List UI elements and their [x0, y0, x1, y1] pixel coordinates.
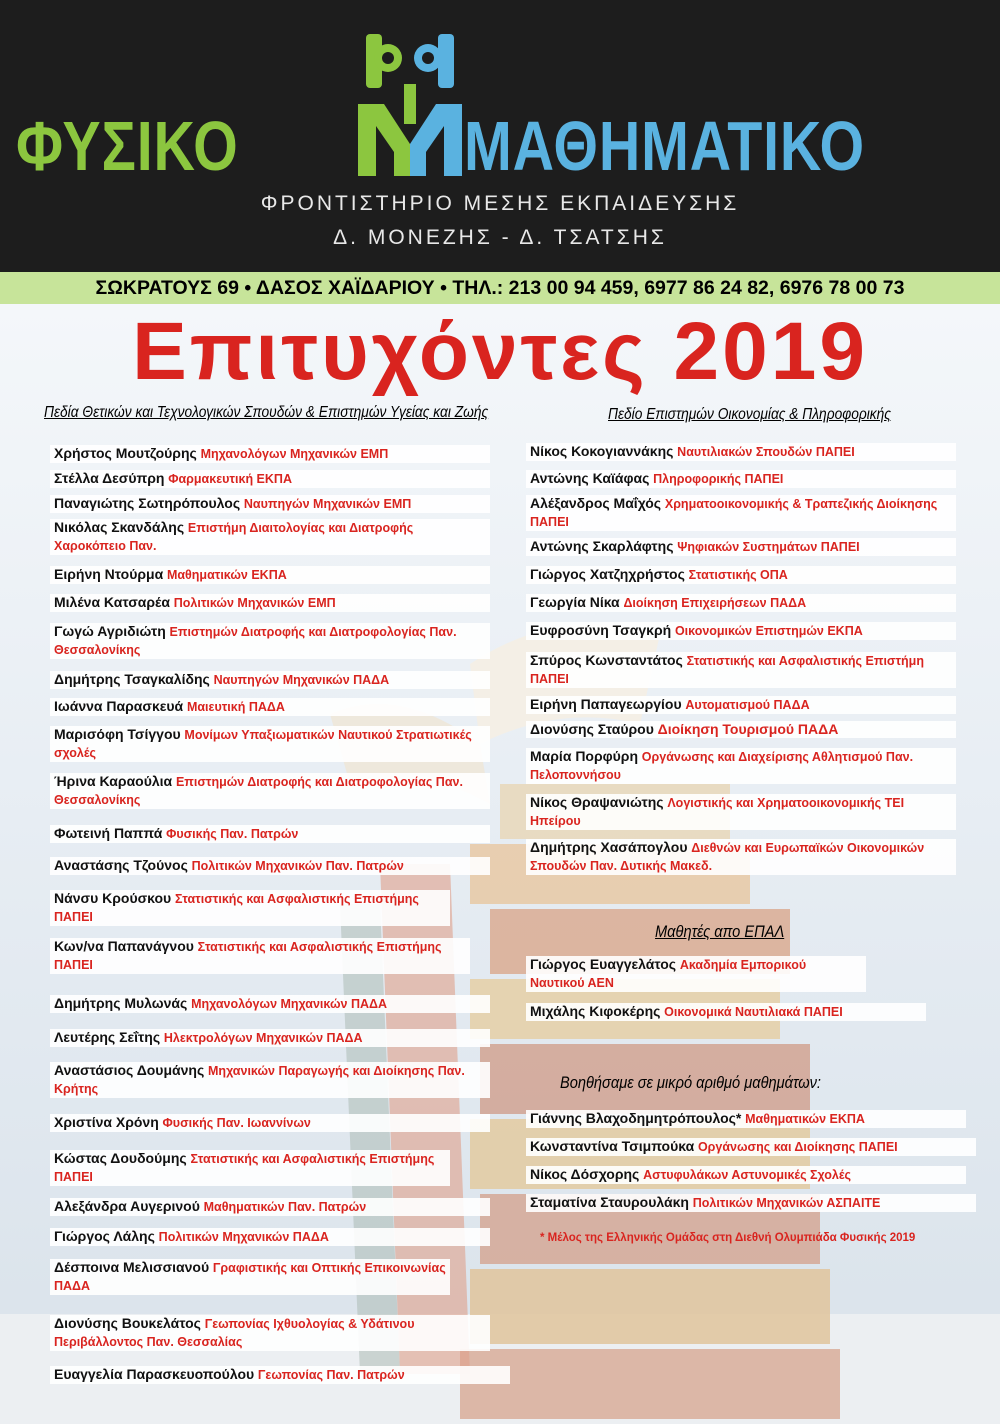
student-name: Παναγιώτης Σωτηρόπουλος [54, 495, 241, 511]
student-name: Φωτεινή Παππά [54, 825, 163, 841]
student-name: Διονύσης Βουκελάτος [54, 1315, 201, 1331]
logo-icon [354, 34, 466, 176]
list-item [526, 1110, 966, 1128]
school-name: Πολιτικών Μηχανικών ΕΜΠ [173, 596, 336, 610]
student-name: Ήρινα Καραούλια [54, 773, 173, 789]
school-name: Ακαδημία Εμπορικού Ναυτικού ΑΕΝ [530, 958, 807, 990]
school-name: Χρηματοοικονομικής & Τραπεζικής Διοίκησης ΠΑΠΕΙ [530, 497, 938, 529]
school-name: Αυτοματισμού ΠΑΔΑ [685, 698, 810, 712]
student-name: Κώστας Δουδούμης [54, 1150, 187, 1166]
list-item [526, 1138, 976, 1156]
school-name: Αστυφυλάκων Αστυνομικές Σχολές [643, 1168, 852, 1182]
list-item [526, 839, 956, 875]
school-name: Ναυπηγών Μηχανικών ΠΑΔΑ [213, 673, 390, 687]
school-name: Οργάνωσης και Διαχείρισης Αθλητισμού Παν. Πελοποννήσου [530, 750, 914, 782]
school-name: Ψηφιακών Συστημάτων ΠΑΠΕΙ [677, 540, 860, 554]
school-name: Οργάνωσης και Διοίκησης ΠΑΠΕΙ [697, 1140, 898, 1154]
address-bar: ΣΩΚΡΑΤΟΥΣ 69 • ΔΑΣΟΣ ΧΑΪΔΑΡΙΟΥ • ΤΗΛ.: 213 00 94 459, 6977 86 24 82, 6976 78 00 73 [0, 272, 1000, 304]
list-item [526, 443, 956, 461]
school-name: Μηχανολόγων Μηχανικών ΠΑΔΑ [191, 997, 388, 1011]
list-item [50, 1114, 490, 1132]
student-name: Μαρία Πορφύρη [530, 748, 639, 764]
page-title: Επιτυχόντες 2019 [132, 306, 868, 397]
school-name: Στατιστικής και Ασφαλιστικής Επιστήμης ΠΑΠΕΙ [54, 1152, 435, 1184]
list-item [50, 566, 490, 584]
student-name: Αντώνης Καϊάφας [530, 470, 650, 486]
list-item [50, 773, 490, 809]
school-name: Πληροφορικής ΠΑΠΕΙ [653, 472, 784, 486]
list-item [50, 445, 490, 463]
list-item [50, 1150, 450, 1186]
student-name: Δημήτρης Μυλωνάς [54, 995, 188, 1011]
student-name: Αλέξανδρος Μαΐχός [530, 495, 662, 511]
brand-name-left: ΦΥΣΙΚΟ [16, 107, 239, 185]
student-name: Νικόλας Σκανδάλης [54, 519, 185, 535]
list-item [50, 857, 490, 875]
header-subtitle: ΦΡΟΝΤΙΣΤΗΡΙΟ ΜΕΣΗΣ ΕΚΠΑΙΔΕΥΣΗΣ [260, 192, 740, 215]
school-name: Μηχανολόγων Μηχανικών ΕΜΠ [200, 447, 389, 461]
header-banner [0, 0, 1000, 272]
student-name: Γεωργία Νίκα [530, 594, 620, 610]
student-name: Κωνσταντίνα Τσιμπούκα [530, 1138, 695, 1154]
student-name: Ειρήνη Ντούρμα [54, 566, 164, 582]
list-item [50, 1228, 490, 1246]
student-name: Αλεξάνδρα Αυγερινού [54, 1198, 200, 1214]
list-item [526, 622, 956, 640]
list-item [50, 938, 470, 974]
list-item [526, 1194, 976, 1212]
list-item [50, 1259, 450, 1295]
student-name: Νάνσυ Κρούσκου [54, 890, 172, 906]
student-name: Ειρήνη Παπαγεωργίου [530, 696, 682, 712]
school-name: Ηλεκτρολόγων Μηχανικών ΠΑΔΑ [163, 1031, 363, 1045]
epal-heading: Μαθητές απο ΕΠΑΛ [655, 922, 785, 941]
school-name: Επιστημών Διατροφής και Διατροφολογίας Παν. Θεσσαλονίκης [54, 625, 457, 657]
student-name: Γιώργος Λάλης [54, 1228, 155, 1244]
school-name: Γεωπονίας Ιχθυολογίας & Υδάτινου Περιβάλλοντος Παν. Θεσσαλίας [54, 1317, 415, 1349]
student-name: Γωγώ Αγριδιώτη [54, 623, 166, 639]
school-name: Φυσικής Παν. Πατρών [166, 827, 299, 841]
school-name: Στατιστικής ΟΠΑ [688, 568, 788, 582]
school-name: Μηχανικών Παραγωγής και Διοίκησης Παν. Κρήτης [54, 1064, 465, 1096]
list-item [50, 623, 490, 659]
school-name: Στατιστικής και Ασφαλιστικής Επιστήμης ΠΑΠΕΙ [54, 892, 419, 924]
left-column-heading: Πεδία Θετικών και Τεχνολογικών Σπουδών & Επιστημών Υγείας και Ζωής [44, 404, 489, 421]
list-item [50, 726, 490, 762]
student-name: Στέλλα Δεσύπρη [54, 470, 165, 486]
brand-name-right: ΜΑΘΗΜΑΤΙΚΟ [464, 107, 866, 185]
list-item [50, 470, 490, 488]
school-name: Διοίκηση Επιχειρήσεων ΠΑΔΑ [623, 596, 807, 610]
list-item [50, 698, 490, 716]
student-name: Δέσποινα Μελισσιανού [54, 1259, 210, 1275]
list-item [50, 594, 490, 612]
student-name: Μαρισόφη Τσίγγου [54, 726, 181, 742]
list-item [526, 696, 956, 714]
student-name: Γιώργος Ευαγγελάτος [530, 956, 677, 972]
list-item [526, 470, 956, 488]
list-item [50, 995, 490, 1013]
list-item [50, 1366, 510, 1384]
list-item [50, 519, 490, 555]
right-column-heading: Πεδίο Επιστημών Οικονομίας & Πληροφορικής [608, 406, 892, 423]
student-name: Αναστάσης Τζούνος [54, 857, 188, 873]
school-name: Στατιστικής και Ασφαλιστικής Επιστήμης ΠΑΠΕΙ [54, 940, 442, 972]
student-name: Γιώργος Χατζηχρήστος [530, 566, 685, 582]
student-name: Μιχάλης Κιφοκέρης [530, 1003, 661, 1019]
student-name: Ευαγγελία Παρασκευοπούλου [54, 1366, 255, 1382]
student-name: Ιωάννα Παρασκευά [54, 698, 184, 714]
list-item [50, 890, 450, 926]
list-item [50, 1198, 490, 1216]
list-item [526, 1166, 966, 1184]
student-name: Αναστάσιος Δουμάνης [54, 1062, 205, 1078]
student-name: Λευτέρης Σεΐτης [54, 1029, 161, 1045]
student-name: Σταματίνα Σταυρουλάκη [530, 1194, 689, 1210]
school-name: Μαιευτική ΠΑΔΑ [186, 700, 285, 714]
student-name: Μιλένα Κατσαρέα [54, 594, 170, 610]
list-item [50, 1315, 490, 1351]
school-name: Φυσικής Παν. Ιωαννίνων [162, 1116, 311, 1130]
student-name: Χριστίνα Χρόνη [54, 1114, 159, 1130]
list-item [526, 794, 956, 830]
school-name: Επιστήμη Διαιτολογίας και Διατροφής Χαροκόπειο Παν. [54, 521, 414, 553]
school-name: Οικονομικών Επιστημών ΕΚΠΑ [674, 624, 863, 638]
school-name: Στατιστικής και Ασφαλιστικής Επιστήμη ΠΑΠΕΙ [530, 654, 924, 686]
school-name: Μαθηματικών Παν. Πατρών [203, 1200, 367, 1214]
list-item [50, 1062, 490, 1098]
list-item [50, 671, 490, 689]
school-name: Ναυπηγών Μηχανικών ΕΜΠ [243, 497, 412, 511]
school-name: Διεθνών και Ευρωπαϊκών Οικονομικών Σπουδών Παν. Δυτικής Μακεδ. [530, 841, 925, 873]
list-item [526, 538, 956, 556]
student-name: Νίκος Θραψανιώτης [530, 794, 664, 810]
school-name: Μονίμων Υπαξιωματικών Ναυτικού Στρατιωτικές σχολές [54, 728, 472, 760]
student-name: Χρήστος Μουτζούρης [54, 445, 197, 461]
student-name: Σπύρος Κωνσταντάτος [530, 652, 683, 668]
student-name: Κων/να Παπανάγνου [54, 938, 194, 954]
school-name: Ναυτιλιακών Σπουδών ΠΑΠΕΙ [677, 445, 855, 459]
school-name: Πολιτικών Μηχανικών Παν. Πατρών [191, 859, 404, 873]
student-name: Διονύσης Σταύρου [530, 721, 654, 737]
school-name: Επιστημών Διατροφής και Διατροφολογίας Παν. Θεσσαλονίκης [54, 775, 463, 807]
school-name: Μαθηματικών ΕΚΠΑ [166, 568, 287, 582]
student-name: Νίκος Κοκογιαννάκης [530, 443, 674, 459]
list-item [526, 594, 956, 612]
list-item [526, 956, 866, 992]
student-name: Δημήτρης Χασάπογλου [530, 839, 688, 855]
list-item [526, 652, 956, 688]
school-name: Φαρμακευτική ΕΚΠΑ [168, 472, 292, 486]
list-item [526, 721, 956, 738]
school-name: Πολιτικών Μηχανικών ΠΑΔΑ [158, 1230, 329, 1244]
footnote: * Μέλος της Ελληνικής Ομάδας στη Διεθνή Ολυμπιάδα Φυσικής 2019 [540, 1232, 916, 1244]
header-owners: Δ. ΜΟΝΕΖΗΣ - Δ. ΤΣΑΤΣΗΣ [333, 226, 667, 249]
helped-heading: Βοηθήσαμε σε μικρό αριθμό μαθημάτων: [560, 1073, 821, 1092]
list-item [50, 1029, 490, 1047]
school-name: Μαθηματικών ΕΚΠΑ [745, 1112, 865, 1126]
list-item [526, 566, 956, 584]
student-name: Ευφροσύνη Τσαγκρή [530, 622, 672, 638]
school-name: Οικονομικά Ναυτιλιακά ΠΑΠΕΙ [664, 1005, 843, 1019]
list-item [50, 495, 490, 513]
list-item [50, 825, 490, 843]
list-item [526, 748, 956, 784]
school-name: Λογιστικής και Χρηματοοικονομικής ΤΕΙ Ηπείρου [530, 796, 905, 828]
school-name: Διοίκηση Τουρισμού ΠΑΔΑ [657, 721, 839, 737]
list-item [526, 495, 956, 531]
school-name: Γεωπονίας Παν. Πατρών [257, 1368, 405, 1382]
student-name: Γιάννης Βλαχοδημητρόπουλος* [530, 1110, 742, 1126]
student-name: Αντώνης Σκαρλάφτης [530, 538, 674, 554]
student-name: Δημήτρης Τσαγκαλίδης [54, 671, 210, 687]
student-name: Νίκος Δόσχορης [530, 1166, 640, 1182]
school-name: Γραφιστικής και Οπτικής Επικοινωνίας ΠΑΔΑ [54, 1261, 446, 1293]
school-name: Πολιτικών Μηχανικών ΑΣΠΑΙΤΕ [692, 1196, 881, 1210]
list-item [526, 1003, 926, 1021]
